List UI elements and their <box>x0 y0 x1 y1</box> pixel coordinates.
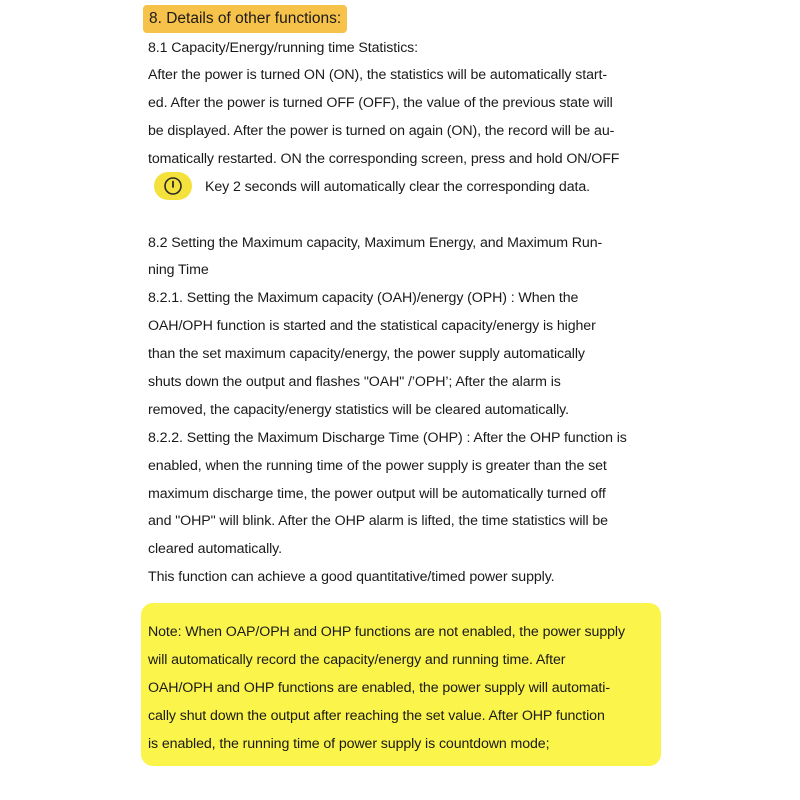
subsection-8-2-title: 8.2 Setting the Maximum capacity, Maximum Energy, and Maximum Run- <box>148 235 603 251</box>
paragraph-line: After the power is turned ON (ON), the statistics will be automatically start- <box>148 67 607 83</box>
paragraph-line: 8.2.1. Setting the Maximum capacity (OAH)/energy (OPH) : When the <box>148 290 579 306</box>
power-symbol-icon <box>163 176 183 196</box>
paragraph-line: and "OHP" will blink. After the OHP alarm is lifted, the time statistics will be <box>148 513 608 529</box>
paragraph-line: Key 2 seconds will automatically clear the corresponding data. <box>205 179 590 195</box>
section-heading: 8. Details of other functions: <box>143 5 347 33</box>
paragraph-line: 8.2.2. Setting the Maximum Discharge Time (OHP) : After the OHP function is <box>148 430 627 446</box>
note-line: OAH/OPH and OHP functions are enabled, the power supply will automati- <box>148 680 610 696</box>
note-line: will automatically record the capacity/energy and running time. After <box>148 652 566 668</box>
paragraph-line: cleared automatically. <box>148 541 282 557</box>
paragraph-line: than the set maximum capacity/energy, the power supply automatically <box>148 346 585 362</box>
paragraph-line: shuts down the output and flashes "OAH" /’OPH’; After the alarm is <box>148 374 561 390</box>
power-button-icon <box>154 172 192 200</box>
paragraph-line: maximum discharge time, the power output will be automatically turned off <box>148 486 606 502</box>
paragraph-line: OAH/OPH function is started and the statistical capacity/energy is higher <box>148 318 596 334</box>
note-line: cally shut down the output after reaching the set value. After OHP function <box>148 708 605 724</box>
paragraph-line: ed. After the power is turned OFF (OFF), the value of the previous state will <box>148 95 613 111</box>
paragraph-line: tomatically restarted. ON the corresponding screen, press and hold ON/OFF <box>148 151 620 167</box>
subsection-8-2-title-cont: ning Time <box>148 262 209 278</box>
paragraph-line: This function can achieve a good quantitative/timed power supply. <box>148 569 555 585</box>
subsection-8-1-title: 8.1 Capacity/Energy/running time Statistics: <box>148 40 419 56</box>
note-line: Note: When OAP/OPH and OHP functions are not enabled, the power supply <box>148 624 625 640</box>
paragraph-line: be displayed. After the power is turned on again (ON), the record will be au- <box>148 123 615 139</box>
note-line: is enabled, the running time of power supply is countdown mode; <box>148 736 550 752</box>
paragraph-line: removed, the capacity/energy statistics will be cleared automatically. <box>148 402 569 418</box>
paragraph-line: enabled, when the running time of the power supply is greater than the set <box>148 458 607 474</box>
